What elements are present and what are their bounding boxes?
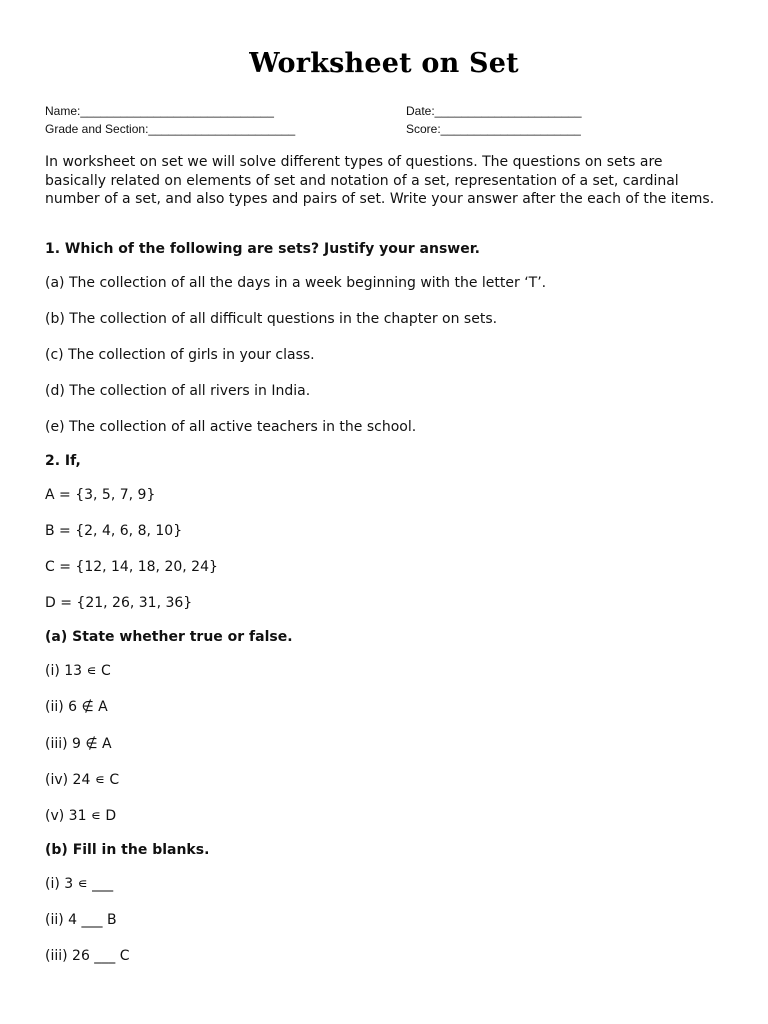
part-a-item-ii: (ii) 6 ∉ A — [45, 699, 108, 715]
date-field: Date:______________________ — [406, 104, 582, 118]
score-field: Score:_____________________ — [406, 122, 581, 136]
set-d-definition: D = {21, 26, 31, 36} — [45, 595, 193, 611]
set-a-definition: A = {3, 5, 7, 9} — [45, 487, 156, 503]
part-a-item-v: (v) 31 ∊ D — [45, 808, 117, 824]
set-b-definition: B = {2, 4, 6, 8, 10} — [45, 523, 183, 539]
part-b-item-iii: (iii) 26 ___ C — [45, 948, 130, 964]
part-a-item-i: (i) 13 ∊ C — [45, 663, 111, 679]
part-b-item-i: (i) 3 ∊ ___ — [45, 876, 114, 892]
question-2-heading: 2. If, — [45, 453, 81, 469]
question-1-item-b: (b) The collection of all difficult questions in the chapter on sets. — [45, 311, 498, 327]
question-1-item-c: (c) The collection of girls in your class. — [45, 347, 315, 363]
name-field: Name:_____________________________ — [45, 104, 274, 118]
question-1-heading: 1. Which of the following are sets? Justify your answer. — [45, 241, 480, 257]
set-c-definition: C = {12, 14, 18, 20, 24} — [45, 559, 218, 575]
grade-section-field: Grade and Section:______________________ — [45, 122, 296, 136]
part-a-item-iii: (iii) 9 ∉ A — [45, 736, 112, 752]
question-1-item-d: (d) The collection of all rivers in India. — [45, 383, 311, 399]
worksheet-title: Worksheet on Set — [249, 48, 519, 79]
question-1-item-e: (e) The collection of all active teachers in the school. — [45, 419, 417, 435]
part-b-heading: (b) Fill in the blanks. — [45, 842, 210, 858]
part-b-item-ii: (ii) 4 ___ B — [45, 912, 117, 928]
question-1-item-a: (a) The collection of all the days in a week beginning with the letter ‘T’. — [45, 275, 547, 291]
part-a-item-iv: (iv) 24 ∊ C — [45, 772, 120, 788]
part-a-heading: (a) State whether true or false. — [45, 629, 293, 645]
intro-paragraph: In worksheet on set we will solve different types of questions. The questions on sets are basically related on elements of set and notation of a set, representation of a set, cardinal number of a set, and also types and pairs of set. Write your answer after the each of the items. — [45, 154, 715, 207]
